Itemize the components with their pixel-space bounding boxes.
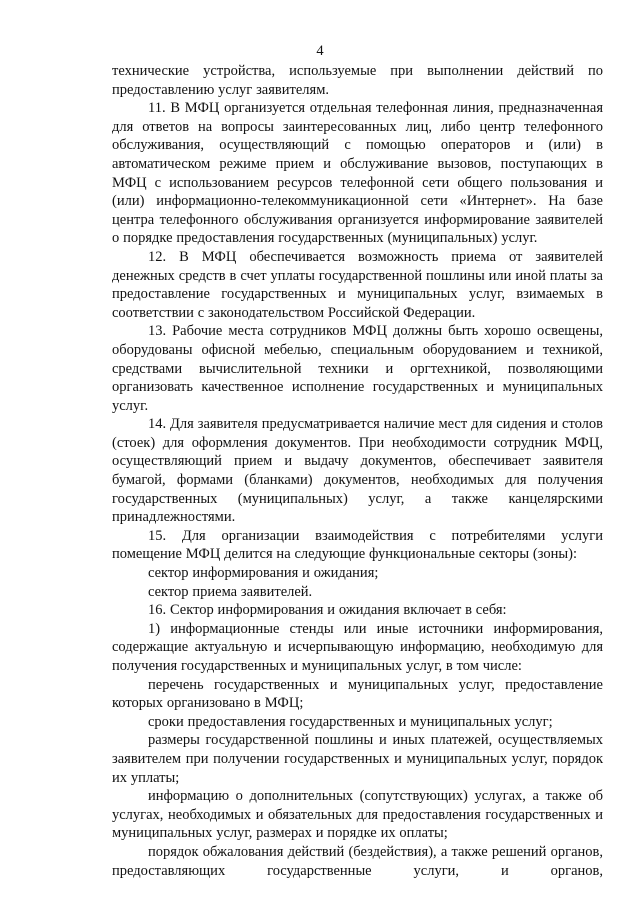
list-item-sector-info: сектор информирования и ожидания; bbox=[148, 565, 379, 582]
page-number: 4 bbox=[316, 43, 324, 59]
paragraph-12: 12. В МФЦ обеспечивается возможность приема от заявителей денежных средств в счет уплаты государственной пошлины или иной платы за предоставление государственных и муниципальных услуг, взимаемых в соответствии с законодательством Российской Федерации. bbox=[112, 248, 603, 321]
subitem-1-info-stands: 1) информационные стенды или иные источники информирования, содержащие актуальную и исчерпывающую информацию, необходимую для получения государственных и муниципальных услуг, в том числе: bbox=[112, 620, 603, 674]
paragraph-14: 14. Для заявителя предусматривается наличие мест для сидения и столов (стоек) для оформления документов. При необходимости сотрудник МФЦ, осуществляющий прием и выдачу документов, обеспечивает заявителя бумагой, формами (бланками) документов, необходимых для получения государственных (муниципальных) услуг, а также канцелярскими принадлежностями. bbox=[112, 416, 603, 526]
list-item-services-list: перечень государственных и муниципальных услуг, предоставление которых организовано в МФЦ; bbox=[112, 676, 603, 712]
list-item-deadlines: сроки предоставления государственных и муниципальных услуг; bbox=[148, 713, 553, 730]
paragraph-continuation: технические устройства, используемые при выполнении действий по предоставлению услуг заявителям. bbox=[112, 63, 603, 98]
list-item-appeal-procedure: порядок обжалования действий (бездействия), а также решений органов, предоставляющих государственные услуги, и органов, bbox=[112, 843, 603, 879]
paragraph-13: 13. Рабочие места сотрудников МФЦ должны быть хорошо освещены, оборудованы офисной мебелью, специальным оборудованием и техникой, средствами вычислительной техники и оргтехникой, позволяющими организовать качественное исполнение государственных и муниципальных услуг. bbox=[112, 323, 603, 414]
list-item-additional-services: информацию о дополнительных (сопутствующих) услугах, а также об услугах, необходимых и обязательных для предоставления государственных и муниципальных услуг, размерах и порядке их оплаты; bbox=[112, 788, 603, 842]
paragraph-15: 15. Для организации взаимодействия с потребителями услуги помещение МФЦ делится на следующие функциональные секторы (зоны): bbox=[112, 527, 603, 563]
paragraph-11: 11. В МФЦ организуется отдельная телефонная линия, предназначенная для ответов на вопросы заинтересованных лиц, либо центр телефонного обслуживания, осуществляющий с помощью операторов и (или) в автоматическом режиме прием и обслуживание вызовов, поступающих в МФЦ с использованием ресурсов телефонной сети общего пользования и (или) информационно-телекоммуникационной сети «Интернет». На базе центра телефонного обслуживания организуется информирование заявителей о порядке предоставления государственных (муниципальных) услуг. bbox=[112, 100, 603, 247]
list-item-fees: размеры государственной пошлины и иных платежей, осуществляемых заявителем при получении государственных и муниципальных услуг, порядок их уплаты; bbox=[112, 732, 603, 786]
list-item-sector-reception: сектор приема заявителей. bbox=[148, 583, 313, 600]
paragraph-16: 16. Сектор информирования и ожидания включает в себя: bbox=[148, 602, 507, 619]
document-body bbox=[112, 62, 603, 880]
